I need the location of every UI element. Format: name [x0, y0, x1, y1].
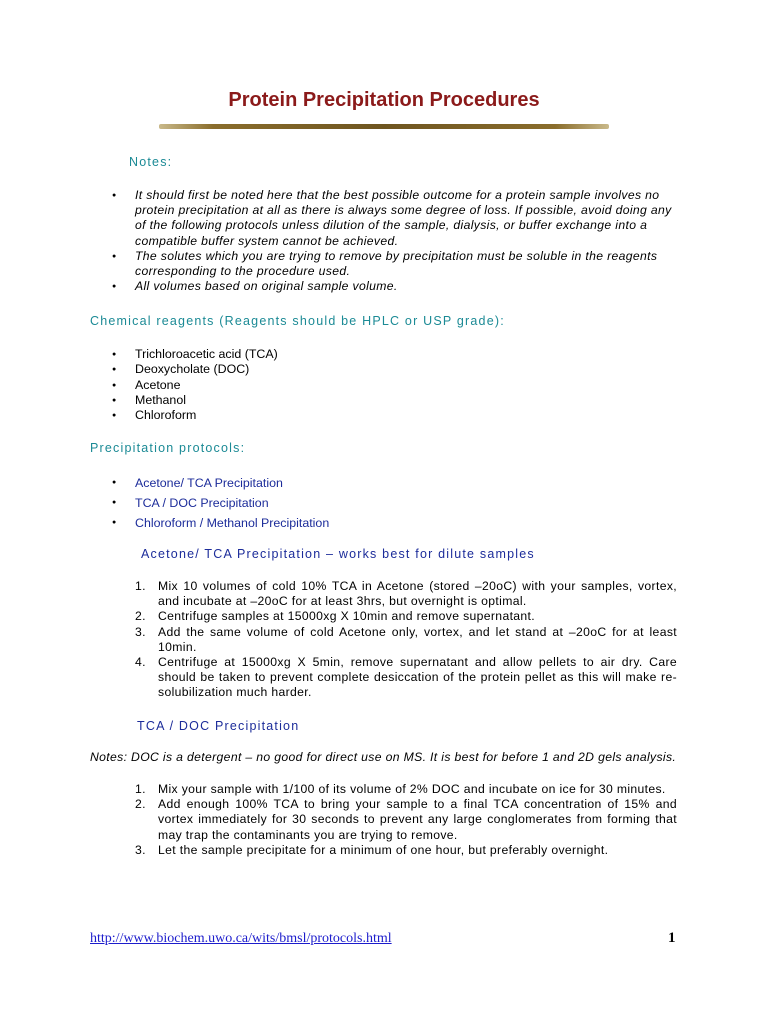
list-item: ● Chloroform: [112, 408, 512, 423]
step-text: Mix your sample with 1/100 of its volume of 2% DOC and incubate on ice for 30 minutes.: [158, 782, 666, 796]
step-number: 2.: [135, 797, 146, 812]
list-item: [135, 625, 677, 655]
list-item: [135, 843, 677, 858]
list-item: [135, 782, 677, 797]
tca-doc-steps: [135, 782, 677, 858]
protocol-link-tca-doc[interactable]: ● TCA / DOC Precipitation: [112, 493, 512, 513]
list-item: ● The solutes which you are trying to remove by precipitation must be soluble in the reagents corresponding to the procedure used.: [112, 249, 672, 279]
protocol-link-chloroform-methanol[interactable]: ● Chloroform / Methanol Precipitation: [112, 513, 512, 533]
protocols-list: [112, 473, 512, 533]
page-title: Protein Precipitation Procedures: [228, 89, 540, 111]
list-item: ● Deoxycholate (DOC): [112, 362, 512, 377]
step-number: 3.: [135, 624, 146, 639]
list-item: [135, 609, 677, 624]
acetone-tca-heading: Acetone/ TCA Precipitation – works best for dilute samples: [141, 547, 535, 561]
title-divider: [159, 124, 609, 129]
step-text: Centrifuge samples at 15000xg X 10min and remove supernatant.: [158, 609, 536, 624]
list-item: ● It should first be noted here that the best possible outcome for a protein sample involves no protein precipitation at all as there is always some degree of loss. If possible, avoid doing any of the following protocols unless dilution of the sample, dialysis, or buffer exchange into a compatible buffer system cannot be achieved.: [112, 188, 672, 249]
step-number: 2.: [135, 609, 146, 624]
tca-doc-heading: TCA / DOC Precipitation: [137, 719, 300, 733]
step-number: 1.: [135, 782, 146, 796]
list-item: ● Acetone: [112, 378, 512, 393]
step-text: Let the sample precipitate for a minimum of one hour, but preferably overnight.: [158, 842, 609, 857]
step-number: 3.: [135, 842, 146, 857]
notes-heading: Notes:: [129, 155, 173, 169]
step-text: Add enough 100% TCA to bring your sample to a final TCA concentration of 15% and vortex immediately for 30 seconds to prevent any large conglomerates from forming that may trap the contaminants you are trying to remove.: [158, 797, 677, 842]
list-item: ● All volumes based on original sample volume.: [112, 279, 672, 294]
reagents-list: [112, 347, 512, 423]
list-item: ● Methanol: [112, 393, 512, 408]
list-item: [135, 579, 677, 609]
list-item: ● Trichloroacetic acid (TCA): [112, 347, 512, 362]
list-item: [135, 655, 677, 701]
list-item: [135, 797, 677, 843]
protocol-link-acetone-tca[interactable]: ● Acetone/ TCA Precipitation: [112, 473, 512, 493]
reagents-heading: Chemical reagents (Reagents should be HPLC or USP grade):: [90, 314, 505, 328]
step-text: Add the same volume of cold Acetone only, vortex, and let stand at –20oC for at least 10min.: [158, 624, 677, 654]
page-number: 1: [668, 930, 676, 946]
tca-doc-notes: Notes: DOC is a detergent – no good for direct use on MS. It is best for before 1 and 2D gels analysis.: [90, 750, 677, 764]
protocols-heading: Precipitation protocols:: [90, 441, 246, 455]
footer-url-link[interactable]: http://www.biochem.uwo.ca/wits/bmsl/protocols.html: [90, 931, 392, 946]
step-text: Centrifuge at 15000xg X 5min, remove supernatant and allow pellets to air dry. Care should be taken to prevent complete desiccation of the protein pellet as this will make re-solubilization much harder.: [158, 655, 677, 700]
notes-list: [112, 188, 672, 294]
step-number: 4.: [135, 655, 146, 670]
step-number: 1.: [135, 579, 146, 593]
acetone-tca-steps: [135, 579, 677, 701]
step-text: Mix 10 volumes of cold 10% TCA in Acetone (stored –20oC) with your samples, vortex, and incubate at –20oC for at least 3hrs, but overnight is optimal.: [158, 579, 677, 609]
